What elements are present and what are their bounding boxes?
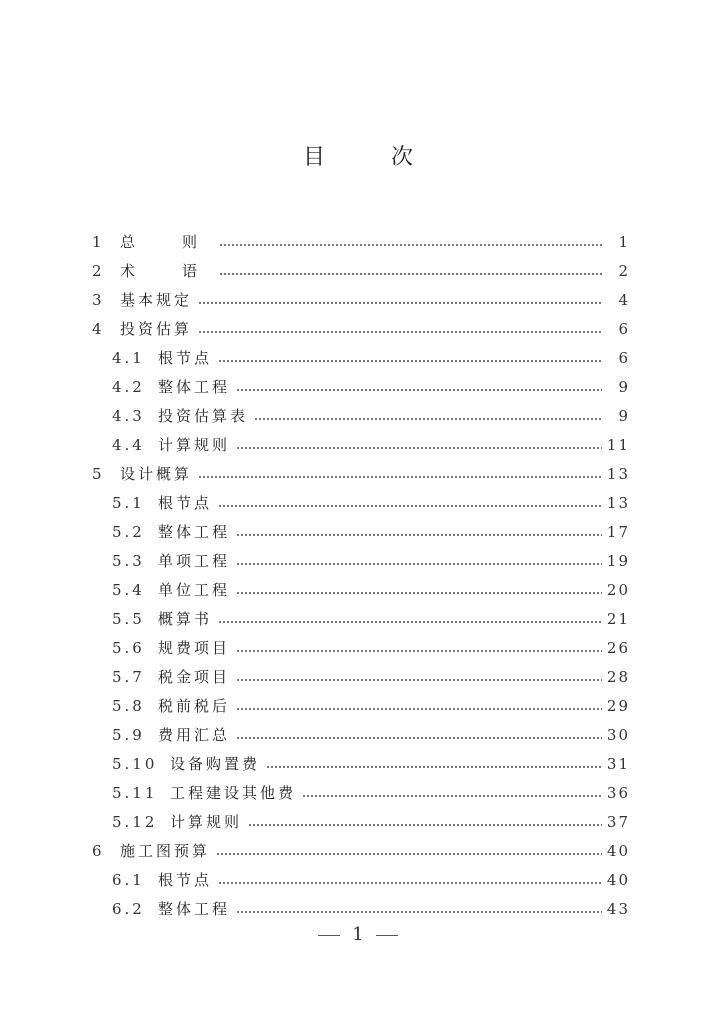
toc-entry-page: 40 xyxy=(606,842,630,860)
toc-entry-number: 1 xyxy=(92,233,105,251)
toc-entry[interactable] xyxy=(92,344,630,373)
dot-leader xyxy=(198,476,602,478)
toc-entry-page: 26 xyxy=(606,639,630,657)
toc-entry-page: 20 xyxy=(606,581,630,599)
dot-leader xyxy=(302,795,602,797)
toc-entry[interactable] xyxy=(92,779,630,808)
toc-entry[interactable] xyxy=(92,373,630,402)
footer-page-number: 1 xyxy=(352,924,364,945)
toc-entry-title: 设备购置费 xyxy=(170,755,261,773)
toc-entry-number: 6.1 xyxy=(112,871,145,889)
toc-entry-title: 单位工程 xyxy=(158,581,231,599)
toc-entry-title: 计算规则 xyxy=(170,813,243,831)
toc-entry-page: 2 xyxy=(618,262,630,280)
toc-entry-page: 17 xyxy=(606,523,630,541)
dot-leader xyxy=(236,679,602,681)
dot-leader xyxy=(236,534,602,536)
dot-leader xyxy=(254,418,602,420)
toc-entry-number: 5.4 xyxy=(112,581,145,599)
dot-leader xyxy=(248,824,602,826)
dot-leader xyxy=(218,505,602,507)
toc-entry-page: 29 xyxy=(606,697,630,715)
toc-title: 目 次 xyxy=(302,145,435,170)
toc-entry-page: 31 xyxy=(606,755,630,773)
toc-entry-title: 税前税后 xyxy=(158,697,231,715)
toc-entry[interactable] xyxy=(92,895,630,924)
toc-entry[interactable] xyxy=(92,721,630,750)
toc-entry[interactable] xyxy=(92,605,630,634)
toc-entry-number: 5.11 xyxy=(112,784,158,802)
toc-entry-title: 投资估算表 xyxy=(158,407,249,425)
toc-entry[interactable] xyxy=(92,547,630,576)
dot-leader xyxy=(198,331,602,333)
toc-entry-number: 6 xyxy=(92,842,105,860)
toc-entry-number: 4.2 xyxy=(112,378,145,396)
toc-entry-title: 投资估算 xyxy=(120,320,193,338)
dot-leader xyxy=(236,592,602,594)
toc-entry[interactable] xyxy=(92,286,630,315)
toc-entry-title: 税金项目 xyxy=(158,668,231,686)
dot-leader xyxy=(216,853,602,855)
toc-entry-page: 1 xyxy=(618,233,630,251)
toc-entry-title: 规费项目 xyxy=(158,639,231,657)
toc-entry-page: 21 xyxy=(606,610,630,628)
toc-entry-title: 基本规定 xyxy=(120,291,193,309)
dot-leader xyxy=(236,708,602,710)
dot-leader xyxy=(218,882,602,884)
toc-entry-page: 13 xyxy=(606,494,630,512)
toc-entry-number: 5.5 xyxy=(112,610,145,628)
toc-entry[interactable] xyxy=(92,837,630,866)
toc-entry[interactable] xyxy=(92,663,630,692)
toc-entry-page: 6 xyxy=(618,349,630,367)
toc-entry-page: 6 xyxy=(618,320,630,338)
toc-entry[interactable] xyxy=(92,692,630,721)
toc-entry-page: 28 xyxy=(606,668,630,686)
toc-entry[interactable] xyxy=(92,315,630,344)
toc-entry-number: 6.2 xyxy=(112,900,145,918)
toc-entry-number: 4.4 xyxy=(112,436,145,454)
toc-entry-number: 4 xyxy=(92,320,105,338)
toc-entry-number: 5.2 xyxy=(112,523,145,541)
toc-entry-number: 5.7 xyxy=(112,668,145,686)
toc-entry-title: 设计概算 xyxy=(120,465,193,483)
toc-entry-page: 9 xyxy=(618,378,630,396)
toc-entry-number: 5.6 xyxy=(112,639,145,657)
dot-leader xyxy=(219,273,602,275)
dot-leader xyxy=(266,766,602,768)
toc-entry-title: 施工图预算 xyxy=(120,842,211,860)
toc-entry[interactable] xyxy=(92,518,630,547)
toc-entry-page: 19 xyxy=(606,552,630,570)
toc-entry[interactable] xyxy=(92,866,630,895)
toc-entry-number: 5 xyxy=(92,465,105,483)
toc-entry-title: 费用汇总 xyxy=(158,726,231,744)
toc-entry-title: 整体工程 xyxy=(158,523,231,541)
toc-entry-page: 13 xyxy=(606,465,630,483)
toc-entry[interactable] xyxy=(92,431,630,460)
toc-entry-title: 根节点 xyxy=(158,349,213,367)
toc-entry-title: 总 则 xyxy=(120,233,214,251)
toc-entry[interactable] xyxy=(92,228,630,257)
dot-leader xyxy=(218,360,602,362)
toc-entry-number: 4.1 xyxy=(112,349,145,367)
toc-entry-title: 工程建设其他费 xyxy=(170,784,297,802)
table-of-contents xyxy=(92,228,630,924)
toc-entry-page: 9 xyxy=(618,407,630,425)
toc-entry-number: 4.3 xyxy=(112,407,145,425)
toc-entry-number: 5.12 xyxy=(112,813,158,831)
toc-entry-title: 整体工程 xyxy=(158,378,231,396)
toc-entry[interactable] xyxy=(92,402,630,431)
toc-entry-page: 4 xyxy=(618,291,630,309)
toc-entry-page: 36 xyxy=(606,784,630,802)
page-footer xyxy=(0,924,716,945)
dot-leader xyxy=(219,244,602,246)
dot-leader xyxy=(236,447,602,449)
toc-entry-page: 40 xyxy=(606,871,630,889)
footer-dash-left xyxy=(318,935,340,936)
toc-entry-number: 3 xyxy=(92,291,105,309)
toc-entry[interactable] xyxy=(92,460,630,489)
dot-leader xyxy=(236,389,602,391)
toc-entry-title: 整体工程 xyxy=(158,900,231,918)
toc-entry-number: 5.8 xyxy=(112,697,145,715)
toc-entry[interactable] xyxy=(92,808,630,837)
dot-leader xyxy=(236,563,602,565)
dot-leader xyxy=(236,911,602,913)
toc-entry-page: 11 xyxy=(606,436,630,454)
dot-leader xyxy=(198,302,602,304)
toc-entry[interactable] xyxy=(92,576,630,605)
toc-entry-number: 5.1 xyxy=(112,494,145,512)
dot-leader xyxy=(236,737,602,739)
toc-entry-title: 计算规则 xyxy=(158,436,231,454)
toc-entry[interactable] xyxy=(92,634,630,663)
dot-leader xyxy=(218,621,602,623)
toc-entry-title: 概算书 xyxy=(158,610,213,628)
toc-entry-number: 2 xyxy=(92,262,105,280)
toc-entry-page: 30 xyxy=(606,726,630,744)
toc-entry-title: 术 语 xyxy=(120,262,214,280)
toc-entry[interactable] xyxy=(92,257,630,286)
toc-entry-page: 37 xyxy=(606,813,630,831)
toc-entry-title: 根节点 xyxy=(158,871,213,889)
toc-entry-number: 5.9 xyxy=(112,726,145,744)
footer-dash-right xyxy=(376,935,398,936)
toc-entry-page: 43 xyxy=(606,900,630,918)
toc-entry-number: 5.3 xyxy=(112,552,145,570)
dot-leader xyxy=(236,650,602,652)
toc-entry-number: 5.10 xyxy=(112,755,158,773)
toc-entry[interactable] xyxy=(92,750,630,779)
toc-entry-title: 单项工程 xyxy=(158,552,231,570)
toc-entry[interactable] xyxy=(92,489,630,518)
toc-entry-title: 根节点 xyxy=(158,494,213,512)
